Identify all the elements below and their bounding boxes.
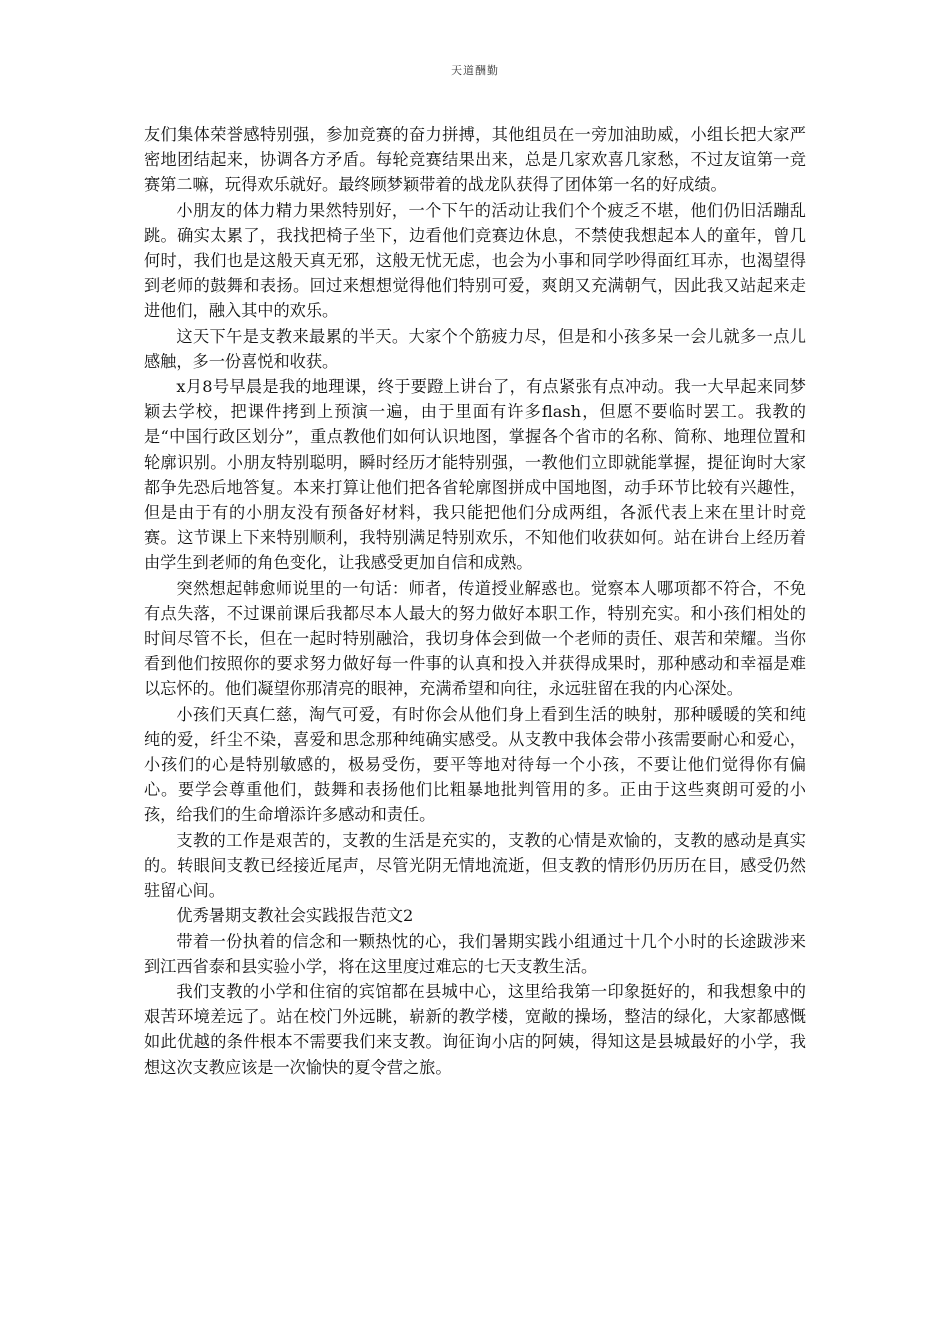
section-heading: 优秀暑期支教社会实践报告范文2 bbox=[176, 906, 414, 926]
paragraph-2: 小朋友的体力精力果然特别好，一个下午的活动让我们个个疲乏不堪，他们仍旧活蹦乱跳。确实太累了，我找把椅子坐下，边看他们竞赛边休息，不禁使我想起本人的童年，曾几何时，我们也是这般天真无邪，这般无忧无虑，也会为小事和同学吵得面红耳赤，也渴望得到老师的鼓舞和表扬。回过来想想觉得他们特别可爱，爽朗又充满朝气，因此我又站起来走进他们，融入其中的欢乐。 bbox=[144, 200, 806, 321]
paragraph-8: 带着一份执着的信念和一颗热忱的心，我们暑期实践小组通过十几个小时的长途跋涉来到江西省泰和县实验小学，将在这里度过难忘的七天支教生活。 bbox=[144, 931, 806, 976]
paragraph-5: 突然想起韩愈师说里的一句话：师者，传道授业解惑也。觉察本人哪项都不符合，不免有点失落，不过课前课后我都尽本人最大的努力做好本职工作，特别充实。和小孩们相处的时间尽管不长，但在一起时特别融洽，我切身体会到做一个老师的责任、艰苦和荣耀。当你看到他们按照你的要求努力做好每一件事的认真和投入并获得成果时，那种感动和幸福是难以忘怀的。他们凝望你那清亮的眼神，充满希望和向往，永远驻留在我的内心深处。 bbox=[144, 578, 806, 699]
paragraph-6: 小孩们天真仁慈，淘气可爱，有时你会从他们身上看到生活的映射，那种暖暖的笑和纯纯的爱，纤尘不染，喜爱和思念那种纯确实感受。从支教中我体会带小孩需要耐心和爱心，小孩们的心是特别敏感的，极易受伤，要平等地对待每一个小孩，不要让他们觉得你有偏心。要学会尊重他们，鼓舞和表扬他们比粗暴地批判管用的多。正由于这些爽朗可爱的小孩，给我们的生命增添许多感动和责任。 bbox=[144, 704, 806, 825]
paragraph-7: 支教的工作是艰苦的，支教的生活是充实的，支教的心情是欢愉的，支教的感动是真实的。转眼间支教已经接近尾声，尽管光阴无情地流逝，但支教的情形仍历历在目，感受仍然驻留心间。 bbox=[144, 830, 806, 901]
document-body bbox=[144, 122, 806, 1080]
page-header: 天道酬勤 bbox=[451, 64, 499, 77]
paragraph-1: 友们集体荣誉感特别强，参加竞赛的奋力拼搏，其他组员在一旁加油助威，小组长把大家严密地团结起来，协调各方矛盾。每轮竞赛结果出来，总是几家欢喜几家愁，不过友谊第一竞赛第二嘛，玩得欢乐就好。最终顾梦颖带着的战龙队获得了团体第一名的好成绩。 bbox=[144, 125, 806, 195]
paragraph-3: 这天下午是支教来最累的半天。大家个个筋疲力尽，但是和小孩多呆一会儿就多一点儿感触，多一份喜悦和收获。 bbox=[144, 326, 806, 371]
paragraph-9: 我们支教的小学和住宿的宾馆都在县城中心，这里给我第一印象挺好的，和我想象中的艰苦环境差远了。站在校门外远眺，崭新的教学楼，宽敞的操场，整洁的绿化，大家都感慨如此优越的条件根本不需要我们来支教。询征询小店的阿姨，得知这是县城最好的小学，我想这次支教应该是一次愉快的夏令营之旅。 bbox=[144, 981, 806, 1077]
paragraph-4: x月8号早晨是我的地理课，终于要蹬上讲台了，有点紧张有点冲动。我一大早起来同梦颖去学校，把课件拷到上预演一遍，由于里面有许多flash，但愿不要临时罢工。我教的是“中国行政区划分”，重点教他们如何认识地图，掌握各个省市的名称、简称、地理位置和轮廓识别。小朋友特别聪明，瞬时经历才能特别强，一教他们立即就能掌握，提征询时大家都争先恐后地答复。本来打算让他们把各省轮廓图拼成中国地图，动手环节比较有兴趣性，但是由于有的小朋友没有预备好材料，我只能把他们分成两组，各派代表上来在里计时竞赛。这节课上下来特别顺利，我特别满足特别欢乐，不知他们收获如何。站在讲台上经历着由学生到老师的角色变化，让我感受更加自信和成熟。 bbox=[144, 377, 806, 573]
